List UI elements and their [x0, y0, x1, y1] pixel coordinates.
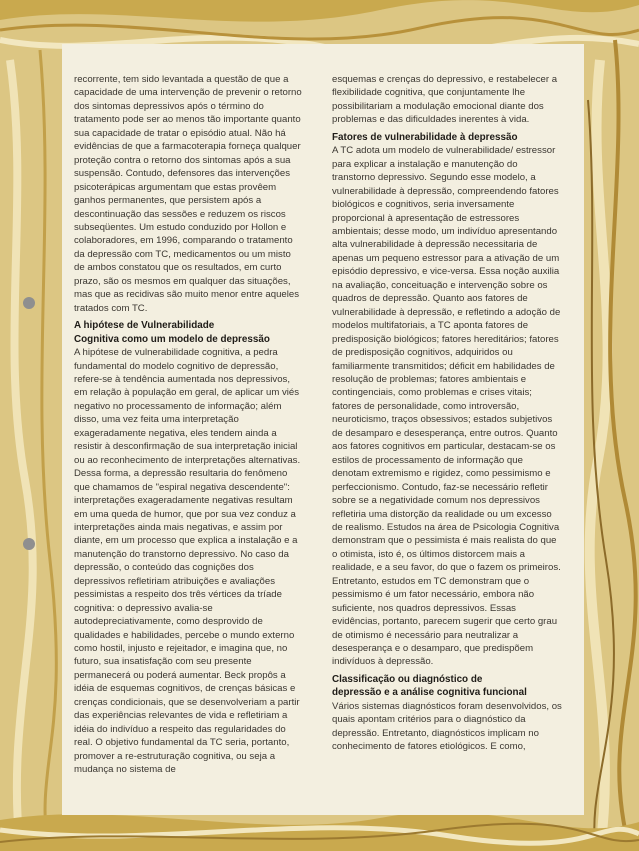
heading-cognitive-vulnerability — [74, 319, 304, 346]
right-paragraph-2: A TC adota um modelo de vulnerabilidade/ estressor para explicar a instalação e manutenção do transtorno depressivo. Segundo esse modelo, a vulnerabilidade à depressão, compreendendo fatores biológicos e cognitivos, seria inversamente proporcional à apresentação de estressores ambientais; desse modo, um indivíduo apresentando alta vulnerabilidade à depressão necessitaria de apenas um pequeno estressor para a ativação de um episódio depressivo, e vice-versa. Essa noção auxilia na avaliação, conceituação e intervenção sobre os quadros de depressão. Quanto aos fatores de vulnerabilidade à depressão, e refletindo a adoção de modelos multifatoriais, a TC aponta fatores de predisposição biológicos; fatores hereditários; fatores de predisposição cognitivos, adquiridos ou familiarmente transmitidos; déficit em habilidades de resolução de problemas; fatores ambientais e contingenciais, como problemas e crises vitais; fatores de personalidade, como introversão, neuroticismo, traços obsessivos; estados subjetivos de desamparo e desesperança, entre outros. Quanto aos fatores cognitivos em particular, destacam-se os estilos de processamento de informação que denotam extremismo e rigidez, como pessimismo e perfeccionismo. Contudo, faz-se necessário refletir sobre se a negatividade comum nos depressivos refletiria uma distorção da realidade ou um excesso de realismo. Estudos na área de Psicologia Cognitiva demonstram que o pessimista é mais realista do que o otimista, isto é, os últimos distorcem mais a realidade, e a seu favor, do que o fazem os primeiros. Entretanto, estudos em TC demonstram que o pessimismo é um fator necessário, embora não suficiente, nos quadros depressivos. Essas evidências, portanto, parecem sugerir que certo grau de otimismo é necessário para neutralizar a desesperança e o desamparo, que predispõem indivíduos à depressão. — [332, 145, 561, 668]
left-column — [74, 73, 304, 777]
heading-classification — [332, 673, 562, 700]
left-paragraph-2: A hipótese de vulnerabilidade cognitiva, a pedra fundamental do modelo cognitivo de depressão, refere-se à tendência aumentada nos depressivos, em relação à população em geral, de aplicar um viés negativo no processamento de informação; além disso, uma vez feita uma interpretação exageradamente negativa, eles tendem ainda a resistir à desconfirmação de sua interpretação inicial ou ao reconhecimento de interpretações alternativas. Dessa forma, a depressão resultaria do fenômeno que chamamos de "espiral negativa descendente": interpretações exageradamente negativas resultam em uma queda de humor, que por sua vez conduz a interpretações ainda mais negativas, e assim por diante, em um processo que explica a instalação e a manutenção do transtorno depressivo. No caso da depressão, o conteúdo das cognições dos depressivos refletiriam atribuições e avaliações pessimistas a respeito dos três vértices da tríade cognitiva: o depressivo avalia-se autodepreciativamente, como desprovido de qualidades e habilidades, percebe o mundo externo como hostil, injusto e rejeitador, e imagina que, no futuro, sua insatisfação com seu presente permanecerá ou poderá aumentar. Beck propôs a idéia de esquemas cognitivos, de crenças básicas e crenças condicionais, que se desenvolveriam a partir das experiências relevantes de vida e refletiriam a idéia do indivíduo a respeito das regularidades do real. O objetivo fundamental da TC seria, portanto, promover a re-estruturação cognitiva, ou seja a mudança no sistema de — [74, 347, 301, 776]
bullet-dot-upper — [23, 297, 35, 309]
heading-line-1: Classificação ou diagnóstico de — [332, 673, 483, 685]
heading-vulnerability-factors: Fatores de vulnerabilidade à depressão — [332, 131, 518, 143]
heading-line-1: A hipótese de Vulnerabilidade — [74, 320, 215, 332]
bullet-dot-lower — [23, 538, 35, 550]
right-paragraph-3: Vários sistemas diagnósticos foram desenvolvidos, os quais apontam critérios para o diagnóstico da depressão. Entretanto, diagnósticos implicam no conhecimento de fatores etiológicos. E como, — [332, 700, 562, 753]
left-paragraph-1: recorrente, tem sido levantada a questão de que a capacidade de uma intervenção de prevenir o retorno dos sintomas depressivos após o término do tratamento pode ser ao menos tão importante quanto sua capacidade de tratar o episódio atual. Não há evidências de que a farmacoterapia forneça qualquer proteção contra o retorno dos sintomas após a sua suspensão. Contudo, defensores das intervenções psicoterápicas argumentam que estas provêem ganhos permanentes, que persistem após a descontinuação das sessões e reduzem os riscos subseqüentes. Um estudo conduzido por Hollon e colaboradores, em 1996, comparando o tratamento da depressão com TC, medicamentos ou um misto de ambos constatou que os resultados, em curto prazo, são os mesmos em qualquer das situações, mas que as recidivas são muito menor entre aqueles tratados com TC. — [74, 74, 302, 314]
heading-line-2: Cognitiva como um modelo de depressão — [74, 333, 270, 345]
heading-line-2: depressão e a análise cognitiva funcional — [332, 687, 527, 699]
right-column — [332, 73, 562, 754]
right-paragraph-1: esquemas e crenças do depressivo, e restabelecer a flexibilidade cognitiva, que conjuntamente lhe possibilitariam a modulação emocional diante dos problemas e das dificuldades inerentes à vida. — [332, 74, 558, 126]
